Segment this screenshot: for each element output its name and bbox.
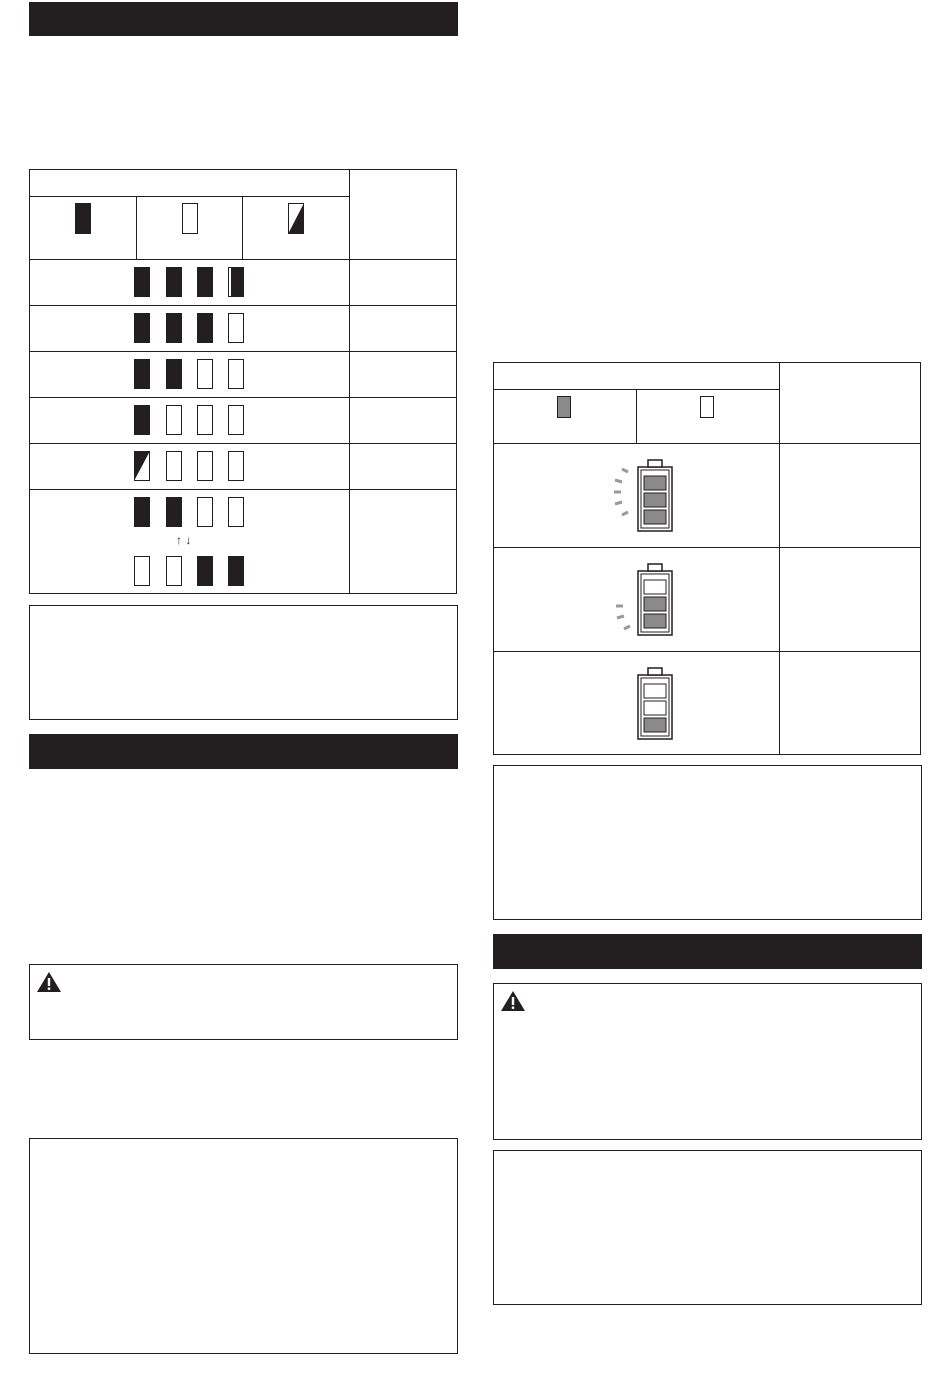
indicator-lamp-on xyxy=(197,556,213,586)
indicator-lamp-on xyxy=(134,497,150,527)
battery-level-icon xyxy=(604,457,694,535)
indicator-lamp-half xyxy=(228,267,244,297)
indicator-lamp-on xyxy=(166,497,182,527)
battery-indicator-table xyxy=(493,362,921,755)
indicator-lamp-on xyxy=(197,267,213,297)
legend-lighted-gray-icon xyxy=(557,396,571,418)
caution-box-2 xyxy=(493,983,922,1140)
remaining-capacity-table xyxy=(29,169,457,594)
indicator-lamp-off xyxy=(228,405,244,435)
section-header-bar-3 xyxy=(493,934,922,969)
indicator-lamp-off xyxy=(166,556,182,586)
battery-level-icon xyxy=(604,561,694,639)
indicator-lamp-blink xyxy=(134,451,150,481)
indicator-lamp-off xyxy=(134,556,150,586)
indicator-lamp-on xyxy=(166,313,182,343)
note-box-1 xyxy=(29,605,458,720)
indicator-lamp-on xyxy=(166,359,182,389)
battery-level-icon xyxy=(604,665,694,743)
indicator-lamp-off xyxy=(197,359,213,389)
indicator-lamp-off xyxy=(228,451,244,481)
legend-blinking-icon xyxy=(288,203,304,234)
indicator-lamp-off xyxy=(166,405,182,435)
indicator-lamp-on xyxy=(134,313,150,343)
note-box-2 xyxy=(29,1138,458,1354)
note-box-3 xyxy=(493,765,922,920)
alternating-arrows: ↑ ↓ xyxy=(176,533,192,547)
indicator-lamp-on xyxy=(134,267,150,297)
legend-off-icon xyxy=(700,396,714,418)
indicator-lamp-off xyxy=(197,497,213,527)
indicator-lamp-on xyxy=(228,556,244,586)
legend-off-icon xyxy=(182,203,198,234)
caution-box-1 xyxy=(29,964,458,1040)
indicator-lamp-on xyxy=(197,313,213,343)
indicator-lamp-off xyxy=(228,313,244,343)
warning-triangle-icon xyxy=(500,990,526,1012)
indicator-lamp-off xyxy=(197,405,213,435)
section-header-bar-1 xyxy=(29,2,458,36)
section-header-bar-2 xyxy=(29,734,458,769)
indicator-lamp-on xyxy=(166,267,182,297)
indicator-lamp-off xyxy=(228,497,244,527)
indicator-lamp-off xyxy=(228,359,244,389)
indicator-lamp-off xyxy=(197,451,213,481)
indicator-lamp-on xyxy=(134,405,150,435)
indicator-lamp-off xyxy=(166,451,182,481)
indicator-lamp-on xyxy=(134,359,150,389)
legend-lighted-icon xyxy=(75,203,91,234)
note-box-4 xyxy=(493,1150,922,1305)
warning-triangle-icon xyxy=(36,971,62,993)
